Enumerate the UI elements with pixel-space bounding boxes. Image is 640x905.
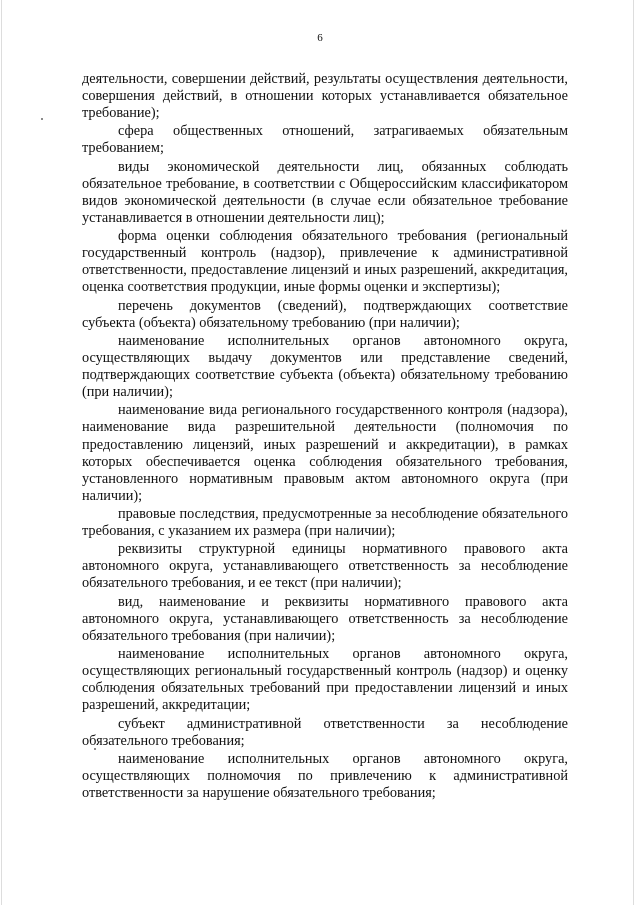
paragraph-6: наименование исполнительных органов автономного округа, осуществляющих выдачу документов или представление сведений, подтверждающих соответствие субъекта (объекта) обязательному требованию (при наличии); xyxy=(82,332,568,401)
paragraph-10: вид, наименование и реквизиты нормативного правового акта автономного округа, устанавливающего ответственность за несоблюдение обязательного требования (при наличии); xyxy=(82,593,568,644)
page-edge-left xyxy=(1,0,2,905)
paragraph-1: деятельности, совершении действий, результаты осуществления деятельности, совершения действий, в отношении которых устанавливается обязательное требование); xyxy=(82,71,568,122)
scan-speck xyxy=(41,118,43,120)
paragraph-2: сфера общественных отношений, затрагиваемых обязательным требованием; xyxy=(82,123,568,157)
paragraph-9: реквизиты структурной единицы нормативного правового акта автономного округа, устанавливающего ответственность за несоблюдение обязательного требования, и ее текст (при наличии); xyxy=(82,541,568,592)
paragraph-5: перечень документов (сведений), подтверждающих соответствие субъекта (объекта) обязательному требованию (при наличии); xyxy=(82,297,568,331)
paragraph-7: наименование вида регионального государственного контроля (надзора), наименование вида разрешительной деятельности (полномочия по предоставлению лицензий, иных разрешений и аккредитации), в рамках которых обеспечивается оценка соблюдения обязательного требования, установленного нормативным правовым актом автономного округа (при наличии); xyxy=(82,402,568,504)
paragraph-13: наименование исполнительных органов автономного округа, осуществляющих полномочия по привлечению к административной ответственности за нарушение обязательного требования; xyxy=(82,750,568,801)
document-body xyxy=(82,71,568,803)
paragraph-4: форма оценки соблюдения обязательного требования (региональный государственный контроль (надзор), привлечение к административной ответственности, предоставление лицензий и иных разрешений, аккредитация, оценка соответствия продукции, иные формы оценки и экспертизы); xyxy=(82,228,568,296)
paragraph-8: правовые последствия, предусмотренные за несоблюдение обязательного требования, с указанием их размера (при наличии); xyxy=(82,506,568,540)
paragraph-12: субъект административной ответственности за несоблюдение обязательного требования; xyxy=(82,715,568,749)
page-number: 6 xyxy=(317,32,323,44)
page-edge-right xyxy=(633,0,634,905)
paragraph-11: наименование исполнительных органов автономного округа, осуществляющих региональный государственный контроль (надзор) и оценку соблюдения обязательных требований при предоставлении лицензий и иных разрешений, аккредитации; xyxy=(82,646,568,714)
paragraph-3: виды экономической деятельности лиц, обязанных соблюдать обязательное требование, в соответствии с Общероссийским классификатором видов экономической деятельности (в случае если обязательное требование устанавливается в отношении деятельности лиц); xyxy=(82,158,568,226)
